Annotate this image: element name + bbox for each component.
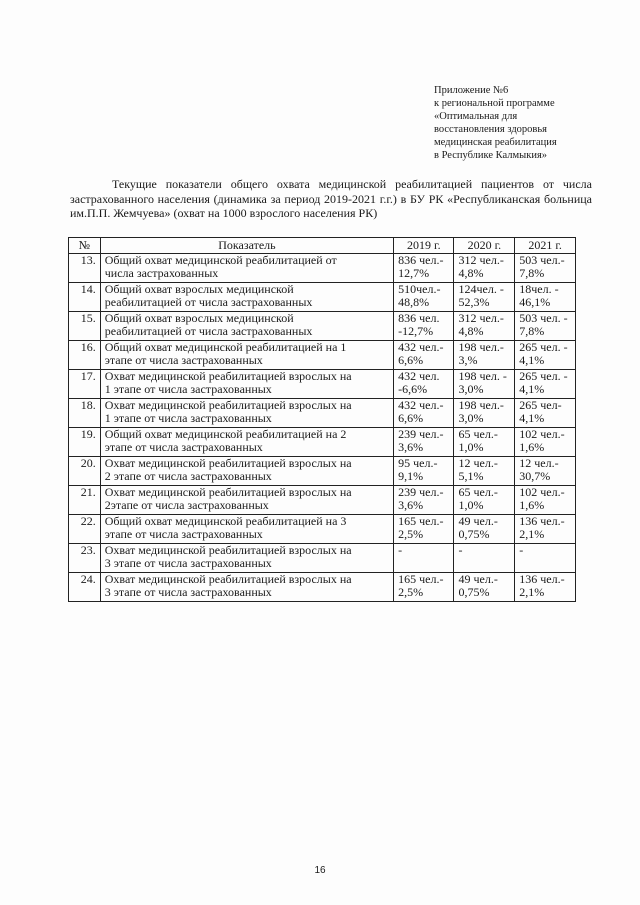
- value-2019-cell-line: 2,5%: [398, 585, 424, 599]
- value-2021-cell-line: -: [519, 543, 524, 557]
- appendix-note: [434, 84, 624, 162]
- value-2019-cell: [394, 312, 454, 341]
- value-2020-cell: [454, 428, 515, 457]
- value-2020-cell-line: -: [458, 543, 463, 557]
- value-2019-cell-line: 165 чел.-: [398, 514, 444, 528]
- value-2021-cell-line: 136 чел.-: [519, 514, 565, 528]
- appendix-line: к региональной программе: [434, 98, 555, 109]
- value-2020-cell: [454, 399, 515, 428]
- indicator-cell: [100, 428, 393, 457]
- value-2020-cell-line: 312 чел.-: [458, 253, 504, 267]
- value-2020-cell-line: 52,3%: [458, 295, 490, 309]
- indicator-cell-line: 3 этапе от числа застрахованных: [104, 585, 272, 599]
- header-num: №: [69, 238, 101, 254]
- table-row: [69, 341, 576, 370]
- value-2020-cell: [454, 515, 515, 544]
- header-2021: 2021 г.: [515, 238, 576, 254]
- indicator-cell: [100, 457, 393, 486]
- value-2019-cell-line: 6,6%: [398, 411, 424, 425]
- indicator-cell: [100, 486, 393, 515]
- indicator-cell-line: Охват медицинской реабилитацией взрослых на: [104, 572, 352, 586]
- value-2020-cell-line: 49 чел.-: [458, 572, 498, 586]
- header-indicator: Показатель: [100, 238, 393, 254]
- value-2019-cell: [394, 254, 454, 283]
- row-number: 19.: [69, 428, 101, 457]
- value-2020-cell-line: 124чел. -: [458, 282, 504, 296]
- value-2019-cell-line: -12,7%: [398, 324, 434, 338]
- value-2021-cell-line: 12 чел.-: [519, 456, 559, 470]
- value-2019-cell-line: 6,6%: [398, 353, 424, 367]
- value-2021-cell-line: 503 чел.-: [519, 253, 565, 267]
- indicator-cell-line: Общий охват медицинской реабилитацией от: [104, 253, 337, 267]
- appendix-line: восстановления здоровья: [434, 124, 548, 135]
- indicator-cell: [100, 515, 393, 544]
- value-2021-cell-line: 102 чел.-: [519, 485, 565, 499]
- appendix-line: в Республике Калмыкия»: [434, 150, 548, 161]
- indicator-cell-line: Охват медицинской реабилитацией взрослых на: [104, 485, 352, 499]
- value-2020-cell-line: 312 чел.-: [458, 311, 504, 325]
- appendix-line: «Оптимальная для: [434, 111, 518, 122]
- indicator-cell-line: 1 этапе от числа застрахованных: [104, 382, 272, 396]
- value-2020-cell-line: 4,8%: [458, 324, 484, 338]
- row-number: 17.: [69, 370, 101, 399]
- indicator-cell-line: 1 этапе от числа застрахованных: [104, 411, 272, 425]
- value-2019-cell: [394, 428, 454, 457]
- table-row: [69, 457, 576, 486]
- table-row: [69, 573, 576, 602]
- table-row: [69, 283, 576, 312]
- value-2020-cell-line: 0,75%: [458, 527, 490, 541]
- value-2019-cell-line: 95 чел.-: [398, 456, 438, 470]
- table-row: [69, 399, 576, 428]
- value-2019-cell-line: -6,6%: [398, 382, 428, 396]
- value-2019-cell-line: 432 чел.-: [398, 340, 444, 354]
- value-2021-cell: [515, 486, 576, 515]
- value-2019-cell: [394, 573, 454, 602]
- appendix-line: Приложение №6: [434, 85, 509, 96]
- indicator-cell-line: Охват медицинской реабилитацией взрослых на: [104, 543, 352, 557]
- row-number: 15.: [69, 312, 101, 341]
- indicator-cell-line: 2этапе от числа застрахованных: [104, 498, 269, 512]
- indicator-cell-line: Общий охват медицинской реабилитацией на 1: [104, 340, 347, 354]
- value-2020-cell-line: 1,0%: [458, 498, 484, 512]
- indicator-cell-line: реабилитацией от числа застрахованных: [104, 295, 313, 309]
- value-2020-cell: [454, 457, 515, 486]
- value-2020-cell-line: 198 чел. -: [458, 369, 507, 383]
- value-2019-cell: [394, 486, 454, 515]
- value-2019-cell-line: 165 чел.-: [398, 572, 444, 586]
- indicator-cell-line: Общий охват медицинской реабилитацией на 2: [104, 427, 347, 441]
- value-2019-cell-line: 9,1%: [398, 469, 424, 483]
- value-2020-cell: [454, 573, 515, 602]
- table-row: [69, 428, 576, 457]
- row-number: 22.: [69, 515, 101, 544]
- row-number: 16.: [69, 341, 101, 370]
- value-2021-cell: [515, 428, 576, 457]
- value-2020-cell-line: 3,%: [458, 353, 478, 367]
- value-2021-cell: [515, 399, 576, 428]
- indicator-cell-line: Общий охват взрослых медицинской: [104, 311, 294, 325]
- value-2019-cell-line: 836 чел.-: [398, 253, 444, 267]
- value-2021-cell-line: 265 чел-: [519, 398, 562, 412]
- value-2019-cell-line: 432 чел.: [398, 369, 440, 383]
- indicator-cell-line: Охват медицинской реабилитацией взрослых на: [104, 398, 352, 412]
- value-2020-cell-line: 4,8%: [458, 266, 484, 280]
- value-2021-cell-line: 30,7%: [519, 469, 551, 483]
- indicator-cell: [100, 341, 393, 370]
- value-2021-cell: [515, 341, 576, 370]
- value-2020-cell-line: 5,1%: [458, 469, 484, 483]
- indicator-cell-line: Общий охват медицинской реабилитацией на 3: [104, 514, 347, 528]
- value-2021-cell: [515, 573, 576, 602]
- value-2020-cell: [454, 341, 515, 370]
- value-2021-cell-line: 18чел. -: [519, 282, 559, 296]
- value-2019-cell: [394, 515, 454, 544]
- value-2019-cell: [394, 544, 454, 573]
- row-number: 23.: [69, 544, 101, 573]
- value-2020-cell: [454, 312, 515, 341]
- value-2021-cell: [515, 544, 576, 573]
- value-2021-cell-line: 136 чел.-: [519, 572, 565, 586]
- value-2019-cell-line: 239 чел.-: [398, 485, 444, 499]
- value-2019-cell: [394, 370, 454, 399]
- indicator-cell-line: этапе от числа застрахованных: [104, 353, 263, 367]
- indicator-cell: [100, 544, 393, 573]
- value-2020-cell: [454, 544, 515, 573]
- table-row: [69, 370, 576, 399]
- indicator-cell-line: Охват медицинской реабилитацией взрослых на: [104, 456, 352, 470]
- value-2020-cell-line: 49 чел.-: [458, 514, 498, 528]
- value-2021-cell: [515, 370, 576, 399]
- value-2020-cell-line: 65 чел.-: [458, 485, 498, 499]
- value-2019-cell: [394, 283, 454, 312]
- value-2019-cell-line: 836 чел.: [398, 311, 440, 325]
- value-2021-cell-line: 2,1%: [519, 527, 545, 541]
- value-2021-cell-line: 1,6%: [519, 440, 545, 454]
- indicators-table: [68, 237, 576, 602]
- value-2019-cell-line: 432 чел.-: [398, 398, 444, 412]
- value-2021-cell: [515, 283, 576, 312]
- table-row: [69, 544, 576, 573]
- table-row: [69, 254, 576, 283]
- value-2021-cell-line: 265 чел. -: [519, 340, 568, 354]
- value-2021-cell-line: 4,1%: [519, 411, 545, 425]
- value-2020-cell: [454, 283, 515, 312]
- value-2020-cell-line: 3,0%: [458, 382, 484, 396]
- row-number: 18.: [69, 399, 101, 428]
- value-2021-cell: [515, 515, 576, 544]
- value-2021-cell-line: 102 чел.-: [519, 427, 565, 441]
- table-row: [69, 312, 576, 341]
- value-2019-cell-line: 3,6%: [398, 498, 424, 512]
- value-2019-cell: [394, 399, 454, 428]
- indicator-cell-line: числа застрахованных: [104, 266, 219, 280]
- value-2021-cell-line: 46,1%: [519, 295, 551, 309]
- value-2021-cell-line: 4,1%: [519, 353, 545, 367]
- header-2020: 2020 г.: [454, 238, 515, 254]
- value-2021-cell-line: 7,8%: [519, 324, 545, 338]
- indicator-cell-line: 2 этапе от числа застрахованных: [104, 469, 272, 483]
- table-row: [69, 515, 576, 544]
- indicator-cell: [100, 254, 393, 283]
- value-2020-cell-line: 198 чел.-: [458, 340, 504, 354]
- value-2020-cell-line: 65 чел.-: [458, 427, 498, 441]
- value-2019-cell-line: -: [398, 543, 403, 557]
- row-number: 13.: [69, 254, 101, 283]
- value-2020-cell: [454, 370, 515, 399]
- header-2019: 2019 г.: [394, 238, 454, 254]
- value-2021-cell-line: 4,1%: [519, 382, 545, 396]
- value-2021-cell-line: 2,1%: [519, 585, 545, 599]
- intro-paragraph: [70, 177, 592, 221]
- indicator-cell: [100, 370, 393, 399]
- value-2020-cell-line: 1,0%: [458, 440, 484, 454]
- value-2020-cell-line: 198 чел.-: [458, 398, 504, 412]
- indicator-cell-line: Общий охват взрослых медицинской: [104, 282, 294, 296]
- intro-text: Текущие показатели общего охвата медицинской реабилитацией пациентов от числа застрахованного населения (динамика за период 2019-2021 г.г.) в БУ РК «Республиканская больница им.П.П. Жемчуева» (охват на 1000 взрослого населения РК): [70, 177, 592, 220]
- value-2021-cell-line: 1,6%: [519, 498, 545, 512]
- value-2020-cell-line: 0,75%: [458, 585, 490, 599]
- table-body: [69, 254, 576, 602]
- row-number: 21.: [69, 486, 101, 515]
- value-2019-cell-line: 3,6%: [398, 440, 424, 454]
- value-2021-cell: [515, 457, 576, 486]
- value-2021-cell: [515, 312, 576, 341]
- row-number: 24.: [69, 573, 101, 602]
- value-2019-cell-line: 48,8%: [398, 295, 430, 309]
- indicator-cell: [100, 399, 393, 428]
- value-2019-cell-line: 12,7%: [398, 266, 430, 280]
- value-2021-cell-line: 503 чел. -: [519, 311, 568, 325]
- table-header-row: [69, 238, 576, 254]
- value-2020-cell-line: 3,0%: [458, 411, 484, 425]
- value-2020-cell-line: 12 чел.-: [458, 456, 498, 470]
- value-2019-cell: [394, 341, 454, 370]
- indicator-cell: [100, 283, 393, 312]
- value-2020-cell: [454, 254, 515, 283]
- value-2019-cell-line: 239 чел.-: [398, 427, 444, 441]
- indicator-cell-line: реабилитацией от числа застрахованных: [104, 324, 313, 338]
- indicator-cell-line: этапе от числа застрахованных: [104, 440, 263, 454]
- indicator-cell-line: Охват медицинской реабилитацией взрослых на: [104, 369, 352, 383]
- indicator-cell: [100, 573, 393, 602]
- value-2021-cell: [515, 254, 576, 283]
- appendix-line: медицинская реабилитация: [434, 137, 557, 148]
- indicator-cell-line: этапе от числа застрахованных: [104, 527, 263, 541]
- value-2019-cell-line: 2,5%: [398, 527, 424, 541]
- row-number: 20.: [69, 457, 101, 486]
- row-number: 14.: [69, 283, 101, 312]
- value-2019-cell: [394, 457, 454, 486]
- value-2021-cell-line: 265 чел. -: [519, 369, 568, 383]
- indicator-cell-line: 3 этапе от числа застрахованных: [104, 556, 272, 570]
- table-row: [69, 486, 576, 515]
- indicator-cell: [100, 312, 393, 341]
- value-2019-cell-line: 510чел.-: [398, 282, 441, 296]
- value-2021-cell-line: 7,8%: [519, 266, 545, 280]
- page-number: 16: [314, 865, 326, 876]
- value-2020-cell: [454, 486, 515, 515]
